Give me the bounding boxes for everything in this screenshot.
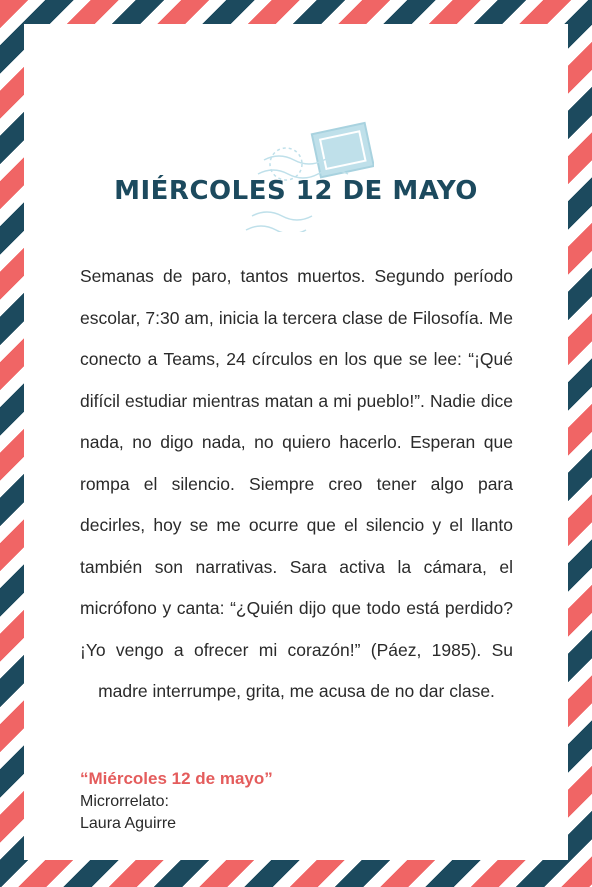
credit-author: Laura Aguirre <box>80 815 177 832</box>
postage-stamp-icon <box>224 112 374 232</box>
story-text: Semanas de paro, tantos muertos. Segundo período escolar, 7:30 am, inicia la tercera clase de Filosofía. Me conecto a Teams, 24 círculos en los que se lee: “¡Qué difícil estudiar mientras matan a mi pueblo!”. Nadie dice nada, no digo nada, no quiero hacerlo. Esperan que rompa el silencio. Siempre creo tener algo para decirles, hoy se me ocurre que el silencio y el llanto también son narrativas. Sara activa la cámara, el micrófono y canta: “¿Quién dijo que todo está perdido? ¡Yo vengo a ofrecer mi corazón!” (Páez, 1985). Su madre interrumpe, grita, me acusa de no dar clase. <box>80 266 513 701</box>
page-title: MIÉRCOLES 12 DE MAYO <box>114 176 478 206</box>
credit-work-title: “Miércoles 12 de mayo” <box>80 769 273 788</box>
credits <box>80 766 273 835</box>
credit-genre: Microrrelato: <box>80 793 169 810</box>
letter-card <box>24 24 568 860</box>
